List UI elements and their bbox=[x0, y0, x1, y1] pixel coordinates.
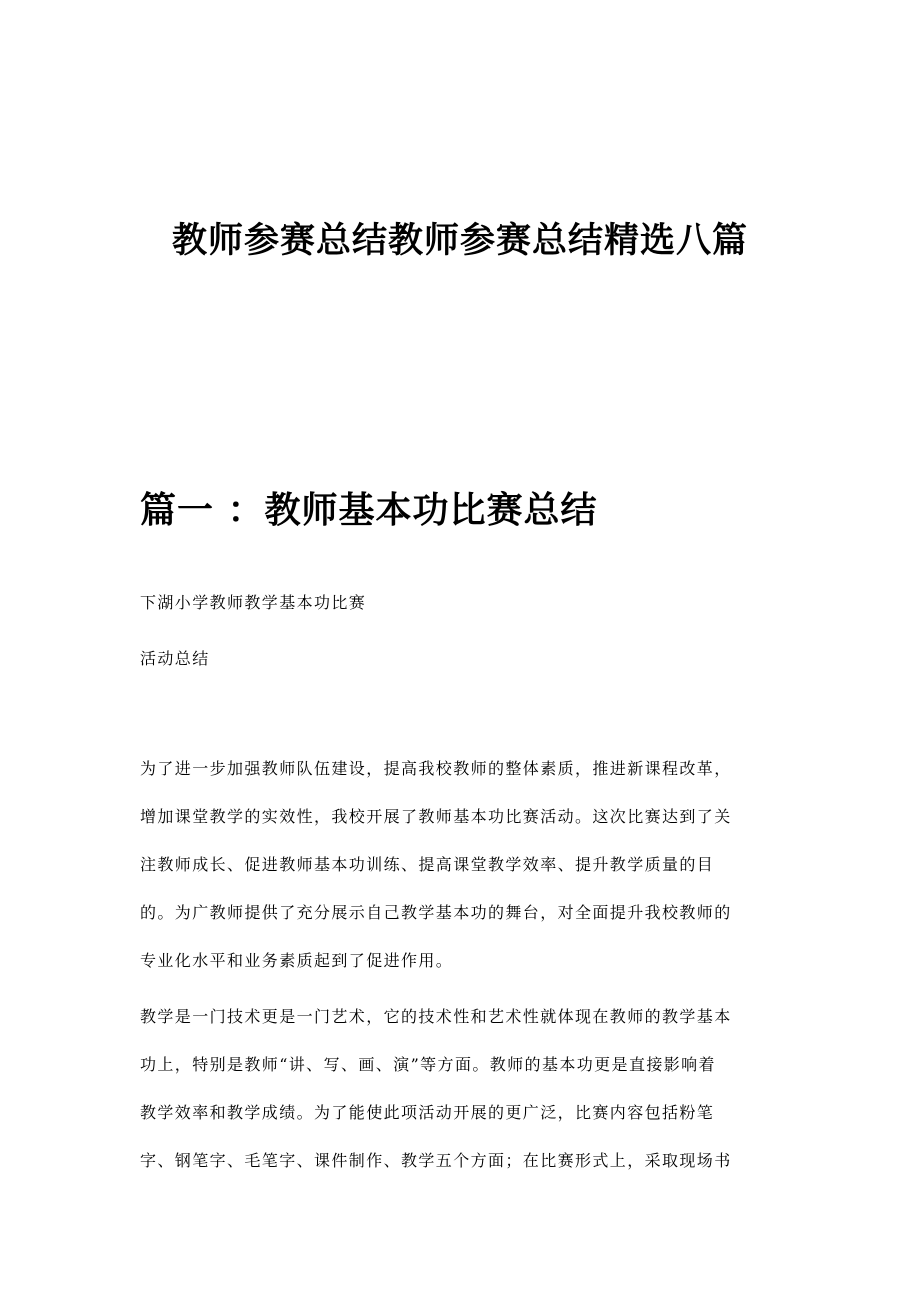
paragraph-line: 为了进一步加强教师队伍建设，提高我校教师的整体素质，推进新课程改革， bbox=[140, 759, 732, 778]
paragraph-line: 专业化水平和业务素质起到了促进作用。 bbox=[140, 951, 454, 970]
document-title: 教师参赛总结教师参赛总结精选八篇 bbox=[171, 220, 748, 261]
subtitle-line: 活动总结 bbox=[140, 649, 210, 668]
paragraph-line: 字、钢笔字、毛笔字、课件制作、教学五个方面；在比赛形式上，采取现场书 bbox=[140, 1151, 732, 1170]
paragraph-line: 注教师成长、促进教师基本功训练、提高课堂教学效率、提升教学质量的目 bbox=[140, 855, 715, 874]
paragraph-line: 的。为广教师提供了充分展示自己教学基本功的舞台，对全面提升我校教师的 bbox=[140, 903, 732, 922]
paragraph-line: 教学效率和教学成绩。为了能使此项活动开展的更广泛，比赛内容包括粉笔 bbox=[140, 1103, 715, 1122]
subtitle-line: 下湖小学教师教学基本功比赛 bbox=[140, 593, 367, 612]
paragraph-line: 功上，特别是教师“讲、写、画、演”等方面。教师的基本功更是直接影响着 bbox=[140, 1055, 716, 1074]
paragraph-line: 增加课堂教学的实效性，我校开展了教师基本功比赛活动。这次比赛达到了关 bbox=[140, 807, 732, 826]
section-heading: 篇一 ：教师基本功比赛总结 bbox=[140, 489, 598, 531]
paragraph-line: 教学是一门技术更是一门艺术，它的技术性和艺术性就体现在教师的教学基本 bbox=[140, 1007, 732, 1026]
